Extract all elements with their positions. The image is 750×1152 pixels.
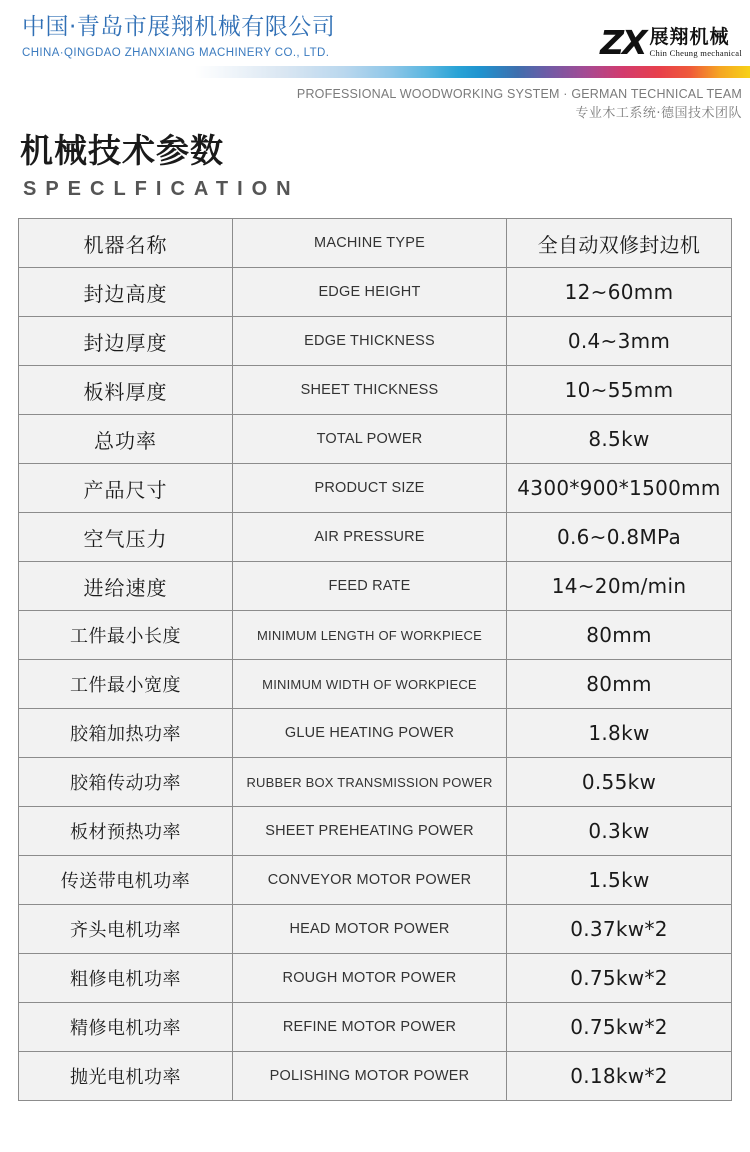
spec-name-cn: 封边厚度 (19, 317, 233, 366)
table-row (19, 660, 732, 709)
spec-value: 0.37kw*2 (507, 905, 732, 954)
spec-name-en: RUBBER BOX TRANSMISSION POWER (233, 758, 507, 807)
spec-value: 1.5kw (507, 856, 732, 905)
logo-monogram-icon: ZX (600, 23, 646, 62)
spec-value: 4300*900*1500mm (507, 464, 732, 513)
spec-name-cn: 胶箱加热功率 (19, 709, 233, 758)
spec-value: 8.5kw (507, 415, 732, 464)
spec-name-en: EDGE HEIGHT (233, 268, 507, 317)
subheader-line-cn: 专业木工系统·德国技术团队 (575, 106, 742, 121)
spec-name-cn: 抛光电机功率 (19, 1052, 233, 1101)
spec-name-cn: 板料厚度 (19, 366, 233, 415)
spec-name-en: POLISHING MOTOR POWER (233, 1052, 507, 1101)
spec-name-cn: 机器名称 (19, 219, 233, 268)
spec-name-cn: 封边高度 (19, 268, 233, 317)
page-title (0, 126, 750, 204)
spec-name-en: EDGE THICKNESS (233, 317, 507, 366)
table-row (19, 366, 732, 415)
table-row (19, 219, 732, 268)
spec-name-cn: 总功率 (19, 415, 233, 464)
spec-name-en: HEAD MOTOR POWER (233, 905, 507, 954)
spec-value: 12~60mm (507, 268, 732, 317)
table-row (19, 415, 732, 464)
spec-name-cn: 精修电机功率 (19, 1003, 233, 1052)
spec-name-cn: 产品尺寸 (19, 464, 233, 513)
table-row (19, 856, 732, 905)
spec-name-en: MINIMUM LENGTH OF WORKPIECE (233, 611, 507, 660)
spec-name-cn: 传送带电机功率 (19, 856, 233, 905)
table-row (19, 954, 732, 1003)
gradient-divider (0, 66, 750, 78)
table-row (19, 1052, 732, 1101)
table-row (19, 807, 732, 856)
page-title-cn: 机械技术参数 (20, 131, 224, 170)
spec-value: 0.75kw*2 (507, 954, 732, 1003)
spec-name-en: GLUE HEATING POWER (233, 709, 507, 758)
spec-value: 14~20m/min (507, 562, 732, 611)
table-row (19, 1003, 732, 1052)
spec-name-en: FEED RATE (233, 562, 507, 611)
spec-name-en: MACHINE TYPE (233, 219, 507, 268)
table-row (19, 611, 732, 660)
spec-value: 0.4~3mm (507, 317, 732, 366)
spec-value: 80mm (507, 660, 732, 709)
company-name-en: CHINA·QINGDAO ZHANXIANG MACHINERY CO., LTD. (22, 47, 330, 59)
company-logo (600, 23, 742, 62)
spec-name-cn: 空气压力 (19, 513, 233, 562)
spec-name-en: CONVEYOR MOTOR POWER (233, 856, 507, 905)
spec-name-en: ROUGH MOTOR POWER (233, 954, 507, 1003)
specification-table (18, 218, 732, 1101)
spec-name-cn: 进给速度 (19, 562, 233, 611)
table-row (19, 513, 732, 562)
table-row (19, 758, 732, 807)
spec-name-cn: 粗修电机功率 (19, 954, 233, 1003)
spec-name-en: SHEET PREHEATING POWER (233, 807, 507, 856)
table-row (19, 317, 732, 366)
spec-value: 0.3kw (507, 807, 732, 856)
spec-value: 10~55mm (507, 366, 732, 415)
specification-table-body (19, 219, 732, 1101)
table-row (19, 464, 732, 513)
spec-value: 0.18kw*2 (507, 1052, 732, 1101)
table-row (19, 268, 732, 317)
spec-name-cn: 工件最小宽度 (19, 660, 233, 709)
logo-name-en: Chin Cheung mechanical (649, 48, 742, 59)
spec-name-en: MINIMUM WIDTH OF WORKPIECE (233, 660, 507, 709)
spec-name-cn: 胶箱传动功率 (19, 758, 233, 807)
spec-name-en: AIR PRESSURE (233, 513, 507, 562)
spec-value: 0.55kw (507, 758, 732, 807)
page-header (0, 0, 750, 78)
page-subheader (0, 78, 750, 126)
spec-value: 1.8kw (507, 709, 732, 758)
spec-name-cn: 工件最小长度 (19, 611, 233, 660)
logo-wordmark (649, 28, 742, 58)
spec-value: 0.75kw*2 (507, 1003, 732, 1052)
spec-value: 80mm (507, 611, 732, 660)
spec-name-en: TOTAL POWER (233, 415, 507, 464)
table-row (19, 562, 732, 611)
page-title-en: SPECLFICATION (23, 178, 300, 200)
table-row (19, 905, 732, 954)
spec-name-en: PRODUCT SIZE (233, 464, 507, 513)
spec-name-cn: 板材预热功率 (19, 807, 233, 856)
table-row (19, 709, 732, 758)
spec-name-en: REFINE MOTOR POWER (233, 1003, 507, 1052)
spec-name-cn: 齐头电机功率 (19, 905, 233, 954)
spec-name-en: SHEET THICKNESS (233, 366, 507, 415)
logo-name-cn: 展翔机械 (649, 26, 730, 49)
subheader-line-en: PROFESSIONAL WOODWORKING SYSTEM · GERMAN TECHNICAL TEAM (296, 87, 742, 101)
spec-value: 0.6~0.8MPa (507, 513, 732, 562)
company-name-cn: 中国·青岛市展翔机械有限公司 (22, 14, 336, 40)
spec-value: 全自动双修封边机 (507, 219, 732, 268)
